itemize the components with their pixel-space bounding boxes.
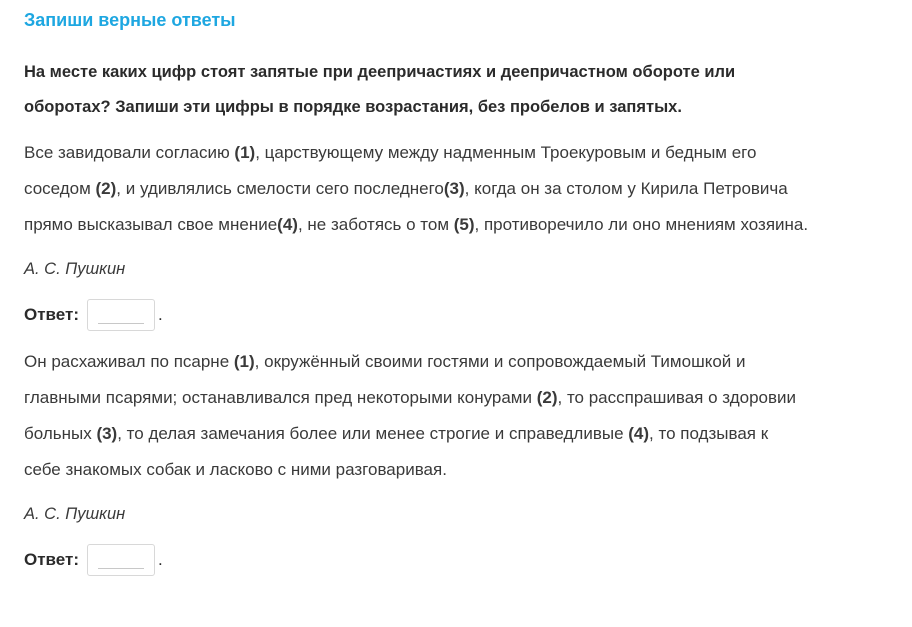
comma-marker: (4) xyxy=(628,424,650,443)
answer-label: Ответ: xyxy=(24,305,79,324)
instruction-line: На месте каких цифр стоят запятые при деепричастиях и деепричастном обороте или xyxy=(24,63,736,81)
question2-answer-row xyxy=(24,544,163,576)
text-segment: , царствующему между надменным Троекуровым и бедным его xyxy=(255,143,757,162)
comma-marker: (4) xyxy=(277,215,298,234)
text-segment: соседом xyxy=(24,179,96,198)
question1-answer-input[interactable] xyxy=(87,299,155,331)
text-segment: , то расспрашивая о здоровии xyxy=(557,388,797,407)
question2-answer-input[interactable] xyxy=(87,544,155,576)
question1-author: А. С. Пушкин xyxy=(24,260,126,278)
text-segment: , окружённый своими гостями и сопровождаемый Тимошкой и xyxy=(254,352,746,371)
text-line xyxy=(24,344,886,380)
text-segment: , не заботясь о том xyxy=(297,215,454,234)
text-segment: , противоречило ли оно мнениям хозяина. xyxy=(474,215,809,234)
comma-marker: (3) xyxy=(96,424,118,443)
answer-dot: . xyxy=(158,305,163,324)
comma-marker: (2) xyxy=(95,179,117,198)
answer-dot: . xyxy=(158,550,163,569)
task-instruction xyxy=(24,55,884,125)
text-line xyxy=(24,380,886,416)
question2-text xyxy=(24,344,886,488)
question2-author: А. С. Пушкин xyxy=(24,505,126,523)
text-line xyxy=(24,135,886,171)
comma-marker: (1) xyxy=(233,352,255,371)
comma-marker: (3) xyxy=(443,179,465,198)
text-segment: Все завидовали согласию xyxy=(24,143,235,162)
text-segment: прямо высказывал свое мнение xyxy=(24,215,278,234)
text-segment: Он расхаживал по псарне xyxy=(24,352,234,371)
answer-label: Ответ: xyxy=(24,550,79,569)
answer-underline xyxy=(98,323,144,324)
comma-marker: (1) xyxy=(234,143,256,162)
text-line xyxy=(24,452,886,488)
task-title: Запиши верные ответы xyxy=(24,10,236,30)
text-segment: , то делая замечания более или менее строгие и справедливые xyxy=(117,424,629,443)
answer-underline xyxy=(98,568,144,569)
text-line xyxy=(24,171,886,207)
question1-answer-row xyxy=(24,299,163,331)
text-segment: себе знакомых собак и ласково с ними разговаривая. xyxy=(24,460,447,479)
text-segment: больных xyxy=(24,424,97,443)
text-line xyxy=(24,416,886,452)
question1-text xyxy=(24,135,886,243)
text-segment: , то подзывая к xyxy=(649,424,769,443)
text-segment: главными псарями; останавливался пред некоторыми конурами xyxy=(24,388,537,407)
comma-marker: (5) xyxy=(453,215,475,234)
text-segment: , когда он за столом у Кирила Петровича xyxy=(464,179,788,198)
instruction-line: оборотах? Запиши эти цифры в порядке возрастания, без пробелов и запятых. xyxy=(24,98,682,116)
text-segment: , и удивлялись смелости сего последнего xyxy=(116,179,444,198)
text-line xyxy=(24,207,886,243)
comma-marker: (2) xyxy=(536,388,558,407)
